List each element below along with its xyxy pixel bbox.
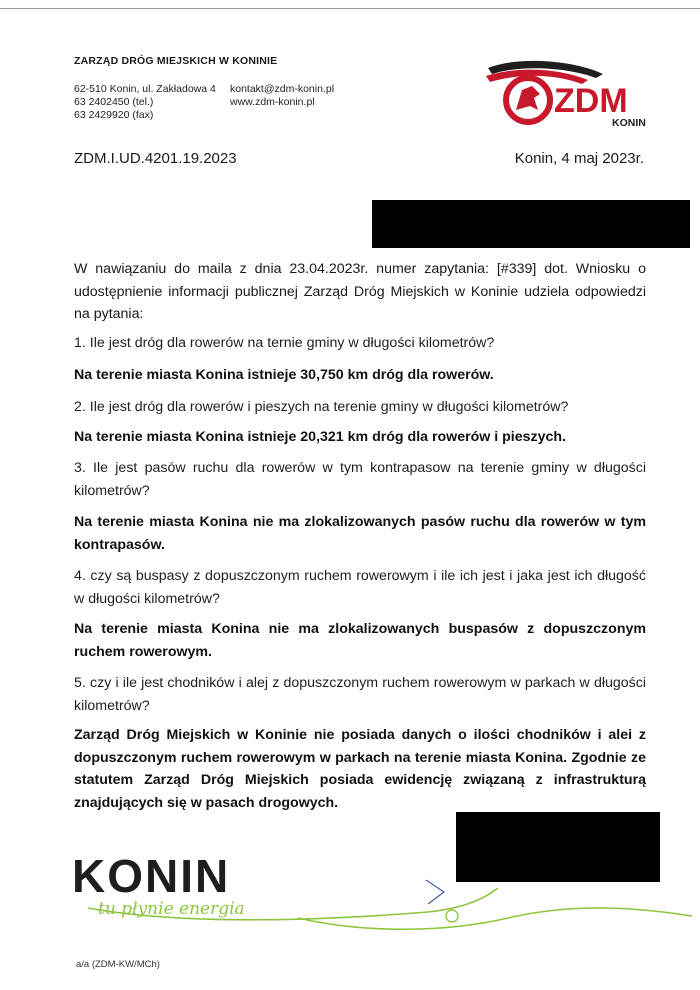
logo-subtext: KONIN [612,117,646,129]
email-link[interactable]: kontakt@zdm-konin.pl [230,83,335,95]
logo-text: ZDM [554,82,628,120]
case-reference: ZDM.I.UD.4201.19.2023 [74,150,237,167]
online-contact [230,83,334,109]
konin-brand-mark [68,848,698,938]
question-2: 2. Ile jest dróg dla rowerów i pieszych na terenie gminy w długości kilometrów? [74,399,569,415]
footer-wave-line [298,908,692,929]
postal-contact [74,83,216,122]
answer-3: Na terenie miasta Konina nie ma zlokalizowanych pasów ruchu dla rowerów w tym kontrapasów. [74,514,646,553]
pen-stroke [426,880,444,904]
brand-text: KONIN [72,850,231,902]
answer-4: Na terenie miasta Konina nie ma zlokalizowanych buspasów z dopuszczonym ruchem rowerowym. [74,621,646,660]
answer-1: Na terenie miasta Konina istnieje 30,750 km dróg dla rowerów. [74,367,494,383]
fax-line: 63 2429920 (fax) [74,109,154,121]
answer-2: Na terenie miasta Konina istnieje 20,321 km dróg dla rowerów i pieszych. [74,429,567,445]
slogan-text: tu płynie energia [98,899,245,919]
wave-loop [446,910,458,922]
address-line: 62-510 Konin, ul. Zakładowa 4 [74,83,216,95]
intro-paragraph: W nawiązaniu do maila z dnia 23.04.2023r. numer zapytania: [#339] dot. Wniosku o udostępnienie informacji publicznej Zarząd Dróg Miejskich w Koninie udziela odpowiedzi na pytania: [74,261,646,322]
question-3: 3. Ile jest pasów ruchu dla rowerów w tym kontrapasow na terenie gminy w długości kilometrów? [74,460,646,499]
zdm-logo [478,54,648,134]
horse-head-icon [516,86,540,110]
question-1: 1. Ile jest dróg dla rowerów na ternie gminy w długości kilometrów? [74,335,495,351]
phone-line: 63 2402450 (tel.) [74,96,154,108]
signature-reference: a/a (ZDM-KW/MCh) [76,959,160,970]
question-4: 4. czy są buspasy z dopuszczonym ruchem rowerowym i ile ich jest i jaka jest ich długość w długości kilometrów? [74,568,646,607]
redacted-recipient [372,200,690,248]
answer-5: Zarząd Dróg Miejskich w Koninie nie posiada danych o ilości chodników i alei z dopuszczonym ruchem rowerowym w parkach na terenie miasta Konina. Zgodnie ze statutem Zarząd Dróg Miejskich posiada ewidencję związaną z infrastrukturą znajdujących się w pasach drogowych. [74,727,646,811]
organization-name: ZARZĄD DRÓG MIEJSKICH W KONINIE [74,55,278,67]
website-link[interactable]: www.zdm-konin.pl [230,96,315,108]
page-top-rule [0,8,700,9]
question-5: 5. czy i ile jest chodników i alej z dopuszczonym ruchem rowerowym w parkach w długości kilometrów? [74,675,646,714]
place-and-date: Konin, 4 maj 2023r. [514,150,644,167]
